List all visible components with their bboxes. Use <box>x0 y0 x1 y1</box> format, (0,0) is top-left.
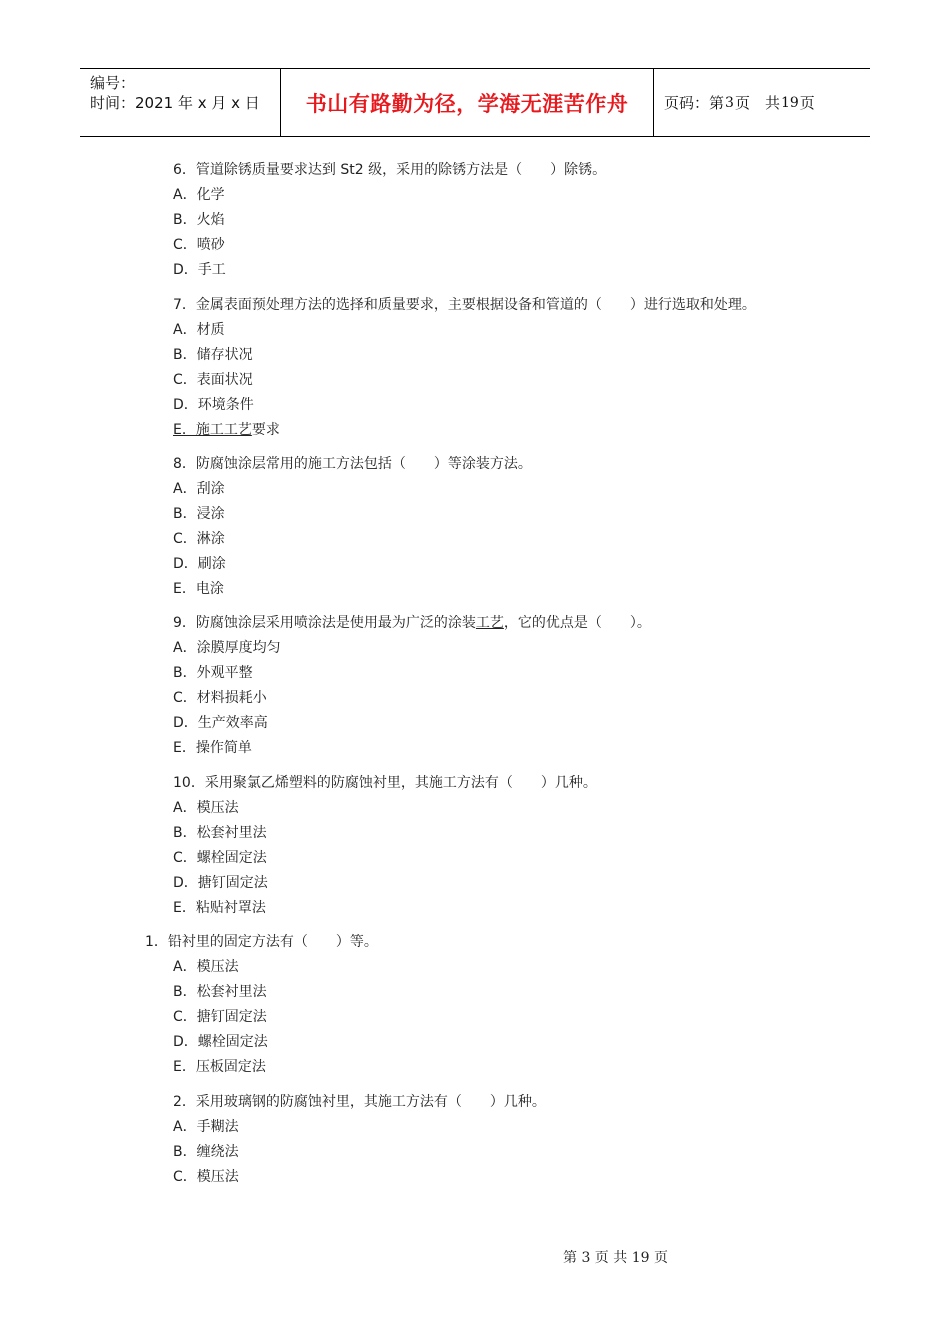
option-b: B．松套衬里法 <box>173 984 267 1000</box>
header-motto: 书山有路勤为径，学海无涯苦作舟 <box>305 91 629 116</box>
option-a: A．材质 <box>173 322 225 338</box>
option-b: B．浸涂 <box>173 506 225 522</box>
option-d: D．生产效率高 <box>173 715 268 731</box>
stem-after: ，它的优点是（ ）。 <box>503 615 651 631</box>
option-c: C．淋涂 <box>173 531 225 547</box>
option-d: D．螺栓固定法 <box>173 1034 268 1050</box>
option-b: B．松套衬里法 <box>173 825 267 841</box>
option-b: B．缠绕法 <box>173 1144 239 1160</box>
page-mid: 页 共 <box>734 94 780 112</box>
question-stem <box>173 614 651 632</box>
option-a: A．模压法 <box>173 800 239 816</box>
header-motto-cell <box>281 69 654 136</box>
option-a: A．模压法 <box>173 959 239 975</box>
document-number-label: 编号： <box>90 74 136 92</box>
header-page-info <box>654 69 870 136</box>
page-total: 19 <box>780 94 799 111</box>
question-stem: 10．采用聚氯乙烯塑料的防腐蚀衬里，其施工方法有（ ）几种。 <box>173 775 597 791</box>
option-e: E．粘贴衬罩法 <box>173 900 266 916</box>
option-c: C．搪钉固定法 <box>173 1009 267 1025</box>
question-stem: 7．金属表面预处理方法的选择和质量要求，主要根据设备和管道的（ ）进行选取和处理。 <box>173 297 756 313</box>
option-c: C．材料损耗小 <box>173 690 267 706</box>
stem-underlined: 工艺 <box>475 615 504 631</box>
page-current: 3 <box>725 94 734 111</box>
option-c: C．表面状况 <box>173 372 253 388</box>
option-d: D．手工 <box>173 262 226 278</box>
option-c: C．模压法 <box>173 1169 239 1185</box>
option-e <box>173 421 280 439</box>
option-b: B．外观平整 <box>173 665 253 681</box>
option-e: E．压板固定法 <box>173 1059 266 1075</box>
page-footer: 第 3 页 共 19 页 <box>563 1250 668 1266</box>
question-stem: 2．采用玻璃钢的防腐蚀衬里，其施工方法有（ ）几种。 <box>173 1094 546 1110</box>
option-b: B．储存状况 <box>173 347 253 363</box>
option-e: E．操作简单 <box>173 740 252 756</box>
question-stem: 6．管道除锈质量要求达到 St2 级，采用的除锈方法是（ ）除锈。 <box>173 162 607 178</box>
option-d: D．刷涂 <box>173 556 226 572</box>
page-prefix: 页码：第 <box>664 94 725 112</box>
option-a: A．手糊法 <box>173 1119 239 1135</box>
option-e: E．电涂 <box>173 581 224 597</box>
option-b: B．火焰 <box>173 212 225 228</box>
page-header <box>80 68 870 137</box>
document-time-label: 时间：2021 年 x 月 x 日 <box>90 94 260 112</box>
option-c: C．喷砂 <box>173 237 225 253</box>
page-suffix: 页 <box>799 94 815 112</box>
question-stem: 1．铅衬里的固定方法有（ ）等。 <box>145 934 378 950</box>
option-c: C．螺栓固定法 <box>173 850 267 866</box>
option-a: A．化学 <box>173 187 225 203</box>
option-a: A．涂膜厚度均匀 <box>173 640 281 656</box>
header-meta <box>80 69 281 136</box>
question-stem: 8．防腐蚀涂层常用的施工方法包括（ ）等涂装方法。 <box>173 456 532 472</box>
option-d: D．搪钉固定法 <box>173 875 268 891</box>
option-d: D．环境条件 <box>173 397 254 413</box>
option-a: A．刮涂 <box>173 481 225 497</box>
option-e-underlined: E．施工工艺 <box>173 422 252 438</box>
option-e-rest: 要求 <box>251 422 280 438</box>
stem-before: 9．防腐蚀涂层采用喷涂法是使用最为广泛的涂装 <box>173 615 476 631</box>
